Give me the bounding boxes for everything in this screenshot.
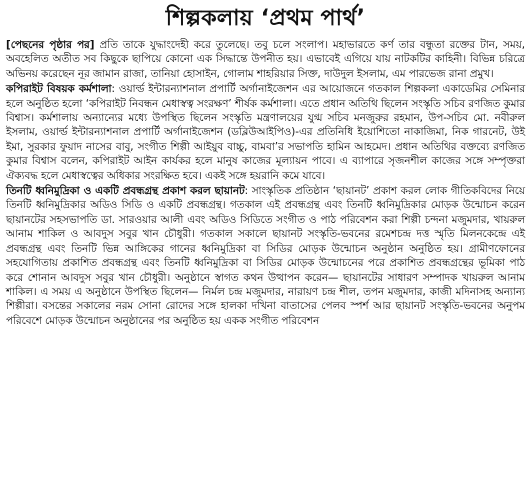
- paragraph-text: : সাংস্কৃতিক প্রতিষ্ঠান ‘ছায়ানট’ প্রকাশ করল লোক গীতিকবিদের নিয়ে তিনটি ধ্বনিমুদ্রিকার অডিও সিডি ও একটি প্রবন্ধগ্রন্থ। গতকাল এই প্রবন্ধগ্রন্থ এবং তিনটি ধ্বনিমুদ্রিকার মোড়ক উন্মোচন করেন ছায়ানটের সহসভাপতি ডা. সারওয়ার আলী এবং অডিও সিডিতে সংগীত ও পাঠ পরিবেশন করা শিল্পী চন্দনা মজুমদার, খায়রুল আনাম শাকিল ও আবদুস সবুর খান চৌধুরী। গতকাল সকালে ছায়ানট সংস্কৃতি-ভবনের রমেশচন্দ্র দত্ত স্মৃতি মিলনকেন্দ্রে এই প্রবন্ধগ্রন্থ এবং তিনটি ভিন্ন আঙ্গিকের গানের ধ্বনিমুদ্রিকা বা সিডির মোড়ক উন্মোচন অনুষ্ঠান অনুষ্ঠিত হয়। গ্রামীণফোনের সহযোগিতায় প্রকাশিত প্রবন্ধগ্রন্থ এবং তিনটি ধ্বনিমুদ্রিকা বা সিডির মোড়ক উন্মোচনের পরে প্রকাশিত প্রবন্ধগ্রন্থের ভূমিকা পাঠ করে শোনান আবদুস সবুর খান চৌধুরী। অনুষ্ঠানে স্বাগত কথন উত্থাপন করেন— ছায়ানটের সাধারণ সম্পাদক খায়রুল আনাম শাকিল। এ সময় এ অনুষ্ঠানে উপস্থিত ছিলেন— নির্মল চন্দ্র মজুমদার, নারায়ণ চন্দ্র শীল, তপন মজুমদার, কাজী মদিনাসহ অন্যান্য শিল্পীরা। বসন্তের সকালের নরম সোনা রোদের সঙ্গে হালকা দখিনা বাতাসের পেলব স্পর্শ আর ছায়ানট সংস্কৃতি-ভবনের অনুপম পরিবেশে মোড়ক উন্মোচন অনুষ্ঠানের পর অনুষ্ঠিত হয় একক সংগীত পরিবেশন: [6, 185, 525, 327]
- paragraph-text: : ওয়ার্ল্ড ইন্টারন্যাশনাল প্রপার্টি অর্গানাইজেশন এর আয়োজনে গতকাল শিল্পকলা একাডেমির সেমিনার হলে অনুষ্ঠিত হলো ‘কপিরাইট নিবন্ধন মেধাস্বত্ব সংরক্ষণ’ শীর্ষক কর্মশালা। এতে প্রধান অতিথি ছিলেন সংস্কৃতি সচিব রণজিত কুমার বিশ্বাস। কর্মশালায় অন্যান্যের মধ্যে উপস্থিত ছিলেন সংস্কৃতি মন্ত্রণালয়ের যুগ্ম সচিব মনজুরুর রহমান, উপ-সচিব মো. নবীরুল ইসলাম, ওয়ার্ল্ড ইন্টারন্যাশনাল প্রপার্টি অর্গানাইজেশন (ডব্লিউআইপিও)-এর প্রতিনিধি ইয়োশিতো নাকাজিমা, নিক গারনেট, উই ইমা, সুরকার ফুয়াদ নাসের বাবু, সংগীত শিল্পী আইয়ুব বাচ্চু, বামবা’র সভাপতি হামিন আহমেদ। প্রধান অতিথির বক্তব্যে রণজিত কুমার বিশ্বাস বলেন, কপিরাইট আইন কার্যকর হলে মানুষ কাজের মূল্যায়ন পাবে। এ ব্যাপারে সৃজনশীল কাজের সঙ্গে সম্পৃক্তরা ঐক্যবদ্ধ হলে মেধাস্বত্বের অধিকার সংরক্ষিত হবে। একই সঙ্গে হয়রানি কমে যাবে।: [6, 83, 525, 182]
- article-headline: শিল্পকলায় ‘প্রথম পার্থ’: [165, 6, 366, 31]
- paragraph-copyright-workshop: [6, 82, 525, 183]
- paragraph-chhayanaut-release: [6, 184, 525, 328]
- paragraph-continuation: [6, 38, 525, 81]
- subhead-chhayanaut-release: তিনটি ধ্বনিমুদ্রিকা ও একটি প্রবন্ধগ্রন্থ প্রকাশ করল ছায়ানট: [6, 185, 245, 198]
- paragraph-text: প্রতি তাকে যুদ্ধাংদেহী করে তুলেছে। তবু চলে সংলাপ। মহাভারতে কর্ণ তার বন্ধুতা রক্তের টান, সময়, অবহেলিত অতীত সব কিছুকে ছাপিয়ে কোনো এক সিদ্ধান্তে উপনীত হয়। এভাবেই এগিয়ে যায় নাটকটির কাহিনী। বিভিন্ন চরিত্রে অভিনয় করেছেন নূর জামান রাজা, তানিয়া হোসাইন, গোলাম শাহরিয়ার সিক্ত, দাউদুল ইসলাম, এম পারভেজ রানা প্রমুখ।: [6, 39, 525, 80]
- article-body: [6, 38, 525, 328]
- continuation-marker: [পেছনের পৃষ্ঠার পর]: [6, 39, 95, 51]
- subhead-copyright-workshop: কপিরাইট বিষয়ক কর্মশালা: [6, 83, 112, 96]
